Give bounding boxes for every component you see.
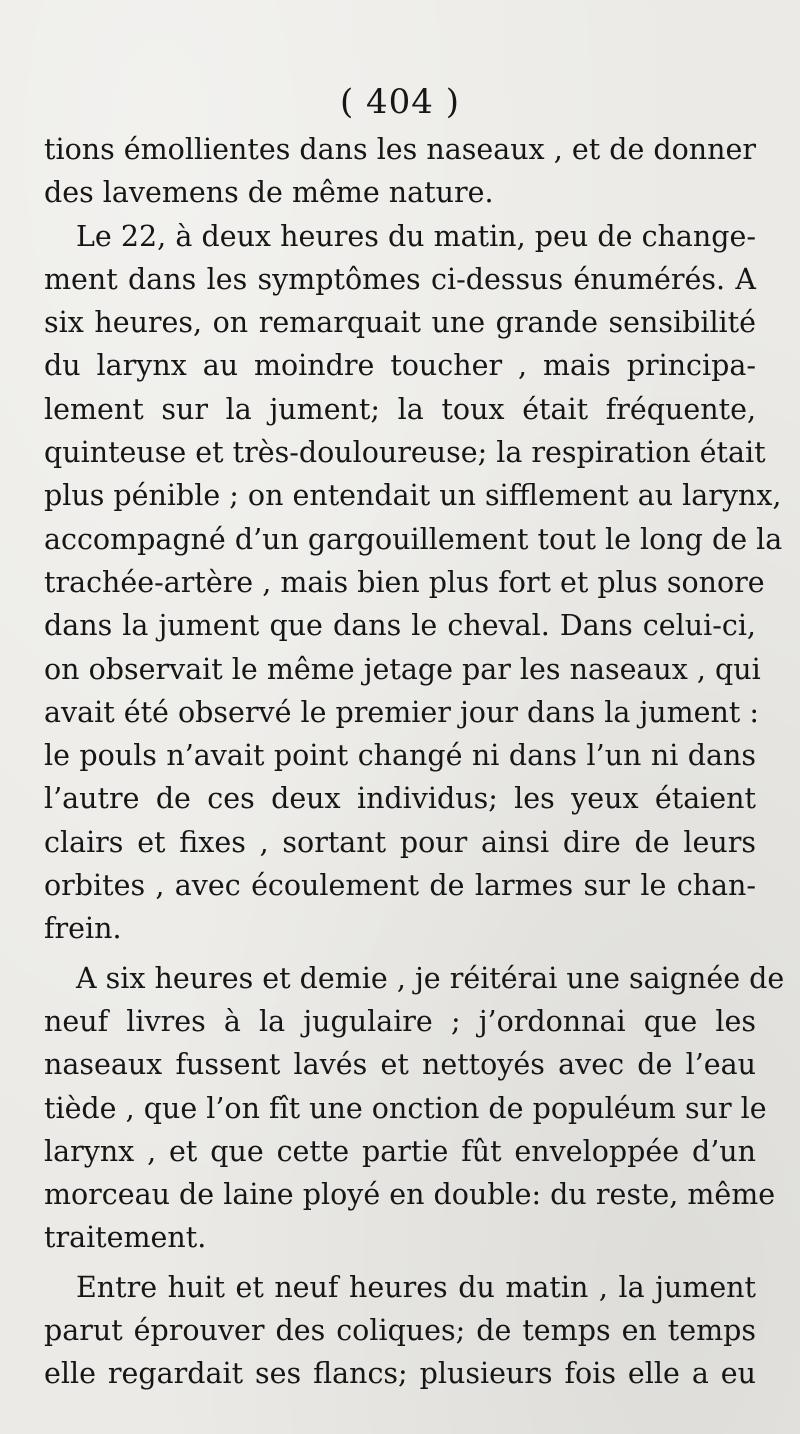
text-line: naseaux fussent lavés et nettoyés avec de l’eau	[44, 1048, 756, 1082]
text-line: Entre huit et neuf heures du matin , la jument	[76, 1270, 756, 1304]
text-line: du larynx au moindre toucher , mais principa-	[44, 349, 756, 383]
text-line: larynx , et que cette partie fût enveloppée d’un	[44, 1134, 756, 1168]
text-line: orbites , avec écoulement de larmes sur le chan-	[44, 869, 756, 903]
text-line: tiède , que l’on fît une onction de populéum sur le	[44, 1091, 767, 1125]
text-line: ment dans les symptômes ci-dessus énumérés. A	[44, 262, 756, 296]
text-line: elle regardait ses flancs; plusieurs fois elle a eu	[44, 1357, 756, 1391]
text-line: frein.	[44, 912, 122, 946]
text-line: quinteuse et très-douloureuse; la respiration était	[44, 436, 766, 470]
text-line: lement sur la jument; la toux était fréquente,	[44, 392, 756, 426]
text-line: Le 22, à deux heures du matin, peu de change-	[76, 219, 756, 253]
text-line: plus pénible ; on entendait un sifflement au larynx,	[44, 479, 782, 513]
text-line: parut éprouver des coliques; de temps en temps	[44, 1314, 756, 1348]
text-line: on observait le même jetage par les naseaux , qui	[44, 652, 761, 686]
text-line: tions émollientes dans les naseaux , et de donner	[44, 133, 756, 166]
paragraph	[44, 957, 785, 1260]
text-line: l’autre de ces deux individus; les yeux étaient	[44, 782, 756, 816]
text-line: des lavemens de même nature.	[44, 176, 494, 210]
paragraph	[44, 1266, 756, 1396]
text-line: clairs et fixes , sortant pour ainsi dire de leurs	[44, 825, 756, 859]
paragraph	[44, 128, 756, 215]
text-line: avait été observé le premier jour dans la jument :	[44, 695, 759, 729]
text-line: trachée-artère , mais bien plus fort et plus sonore	[44, 565, 765, 599]
paragraph	[44, 215, 783, 951]
body-text	[44, 128, 785, 1396]
text-line: traitement.	[44, 1221, 207, 1255]
text-line: dans la jument que dans le cheval. Dans celui-ci,	[44, 609, 756, 643]
text-line: le pouls n’avait point changé ni dans l’un ni dans	[44, 739, 756, 773]
text-line: six heures, on remarquait une grande sensibilité	[44, 306, 756, 340]
text-line: accompagné d’un gargouillement tout le long de la	[44, 522, 783, 556]
text-line: neuf livres à la jugulaire ; j’ordonnai que les	[44, 1004, 756, 1038]
page-number: ( 404 )	[339, 82, 461, 122]
text-line: A six heures et demie , je réitérai une saignée de	[76, 961, 785, 995]
text-line: morceau de laine ployé en double: du reste, même	[44, 1178, 776, 1212]
